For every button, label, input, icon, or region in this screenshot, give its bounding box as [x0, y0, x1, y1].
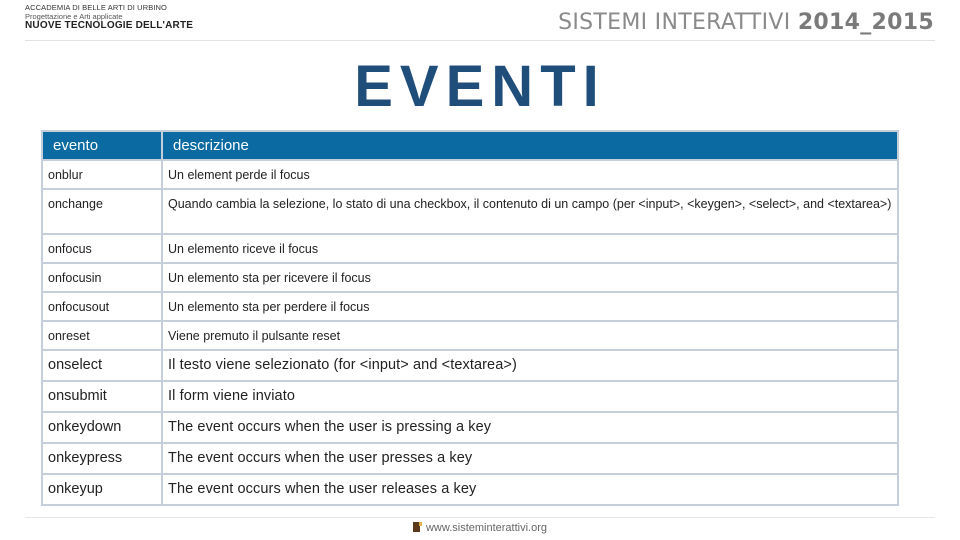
event-name: onfocusin [42, 263, 162, 292]
slide-header [0, 0, 960, 40]
header-divider [25, 40, 935, 41]
events-table [41, 130, 899, 506]
event-description: The event occurs when the user presses a key [162, 443, 898, 474]
event-name: onblur [42, 160, 162, 189]
course-name: SISTEMI INTERATTIVI [558, 10, 791, 35]
event-description: The event occurs when the user is pressing a key [162, 412, 898, 443]
footer-divider [25, 517, 935, 518]
event-name: onreset [42, 321, 162, 350]
event-name: onselect [42, 350, 162, 381]
slide-title: EVENTI [354, 54, 606, 119]
event-description: Un elemento sta per perdere il focus [162, 292, 898, 321]
table-row [42, 443, 898, 474]
event-description: Un element perde il focus [162, 160, 898, 189]
logo-icon [413, 522, 420, 532]
event-description: Quando cambia la selezione, lo stato di una checkbox, il contenuto di un campo (per <input>, <keygen>, <select>, and <textarea>) [162, 189, 898, 234]
footer-url[interactable]: www.sisteminterattivi.org [425, 522, 548, 534]
column-header-event: evento [42, 131, 162, 160]
event-name: onkeypress [42, 443, 162, 474]
table-row [42, 160, 898, 189]
table-row [42, 381, 898, 412]
table-row [42, 412, 898, 443]
institution-program: NUOVE TECNOLOGIE DELL'ARTE [25, 20, 194, 31]
course-title [558, 10, 934, 35]
table-row [42, 292, 898, 321]
table-row [42, 350, 898, 381]
event-description: Un elemento sta per ricevere il focus [162, 263, 898, 292]
event-name: onkeydown [42, 412, 162, 443]
table-row [42, 321, 898, 350]
table-header-row [42, 131, 898, 160]
slide-footer [0, 522, 960, 534]
institution-logo [25, 4, 193, 31]
column-header-description: descrizione [162, 131, 898, 160]
institution-department: Progettazione e Arti applicate [25, 11, 123, 21]
institution-name: ACCADEMIA DI BELLE ARTI DI URBINO [25, 3, 167, 12]
event-description: Viene premuto il pulsante reset [162, 321, 898, 350]
table-row [42, 474, 898, 505]
event-description: The event occurs when the user releases a key [162, 474, 898, 505]
table-row [42, 189, 898, 234]
table-row [42, 263, 898, 292]
course-year: 2014_2015 [797, 10, 934, 35]
event-description: Il form viene inviato [162, 381, 898, 412]
event-name: onsubmit [42, 381, 162, 412]
event-name: onkeyup [42, 474, 162, 505]
event-description: Il testo viene selezionato (for <input> and <textarea>) [162, 350, 898, 381]
event-name: onfocus [42, 234, 162, 263]
event-description: Un elemento riceve il focus [162, 234, 898, 263]
event-name: onfocusout [42, 292, 162, 321]
event-name: onchange [42, 189, 162, 234]
table-row [42, 234, 898, 263]
